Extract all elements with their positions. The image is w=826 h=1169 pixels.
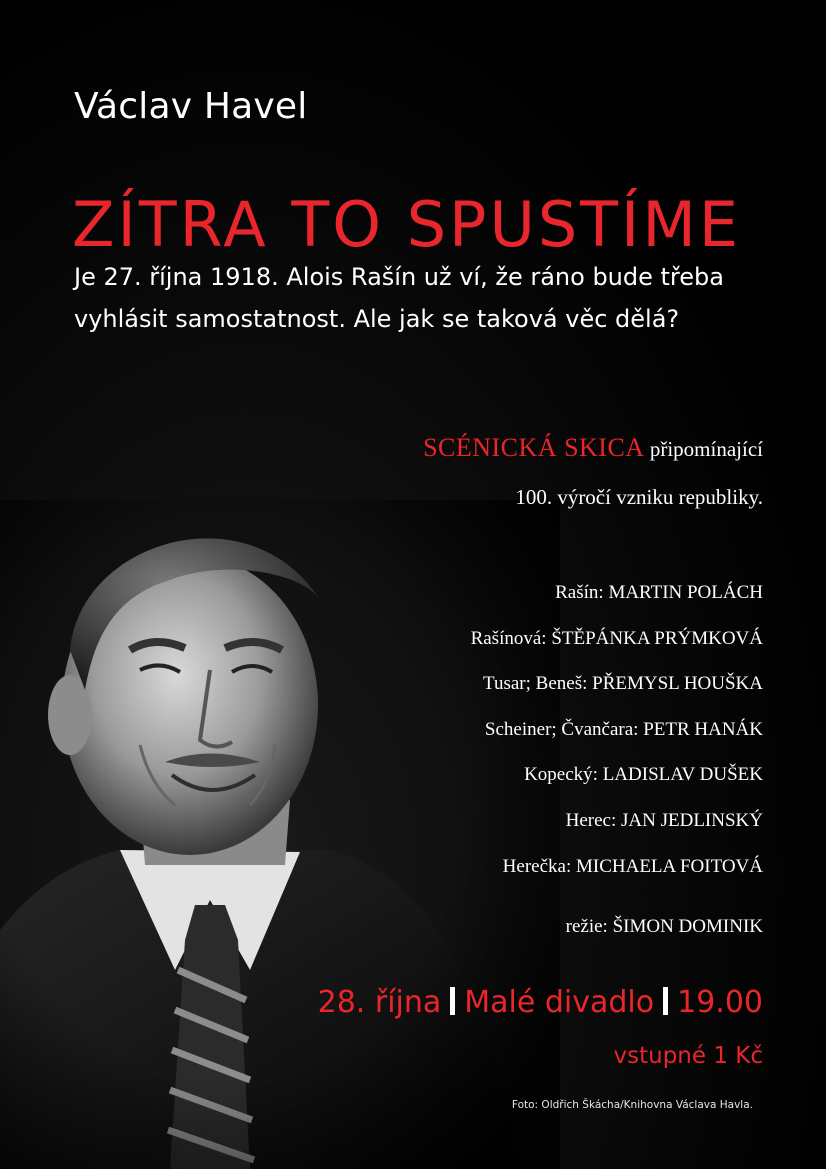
lead-line-1: Je 27. října 1918. Alois Rašín už ví, že ráno bude třeba [74,263,724,291]
cast-row [471,715,763,761]
sketch-description [423,424,763,521]
sketch-accent: SCÉNICKÁ SKICA [423,433,645,462]
cast-actor: LADISLAV DUŠEK [602,764,763,786]
cast-role: Rašín: [555,582,604,603]
cast-actor: MARTIN POLÁCH [608,582,763,603]
separator-bar [663,987,668,1015]
cast-row [471,806,763,852]
event-time: 19.00 [677,985,763,1020]
lead-line-2: vyhlásit samostatnost. Ale jak se taková věc dělá? [74,305,680,333]
director-credit [566,912,763,942]
director-name: ŠIMON DOMINIK [612,916,763,937]
sketch-line-1 [423,424,763,473]
admission-price: vstupné 1 Kč [613,1043,763,1069]
lead-paragraph [74,256,774,340]
cast-role: Herec: [565,809,617,831]
sketch-line-2: 100. výročí vzniku republiky. [515,485,763,509]
cast-actor: PETR HANÁK [643,718,763,740]
cast-row [471,578,763,624]
cast-list [471,578,763,897]
cast-row [471,760,763,806]
cast-row [471,624,763,670]
cast-actor: JAN JEDLINSKÝ [621,809,763,831]
cast-role: Scheiner; Čvančara: [484,718,639,740]
cast-row [471,852,763,898]
sketch-line-1-rest: připomínající [649,437,763,461]
cast-row [471,669,763,715]
cast-role: Herečka: [502,855,572,877]
separator-bar [450,987,455,1015]
cast-actor: PŘEMYSL HOUŠKA [592,673,763,695]
cast-role: Kopecký: [524,764,598,786]
cast-role: Rašínová: [470,627,547,649]
event-info [318,980,763,1026]
author-name: Václav Havel [74,86,308,127]
cast-actor: ŠTĚPÁNKA PRÝMKOVÁ [551,627,763,649]
director-role: režie: [565,916,608,937]
event-date: 28. října [317,985,442,1020]
event-venue: Malé divadlo [464,985,655,1020]
cast-actor: MICHAELA FOITOVÁ [575,855,763,877]
photo-credit: Foto: Oldřich Škácha/Knihovna Václava Havla. [511,1099,753,1111]
cast-role: Tusar; Beneš: [483,673,588,695]
play-title: ZÍTRA TO SPUSTÍME [72,187,742,261]
